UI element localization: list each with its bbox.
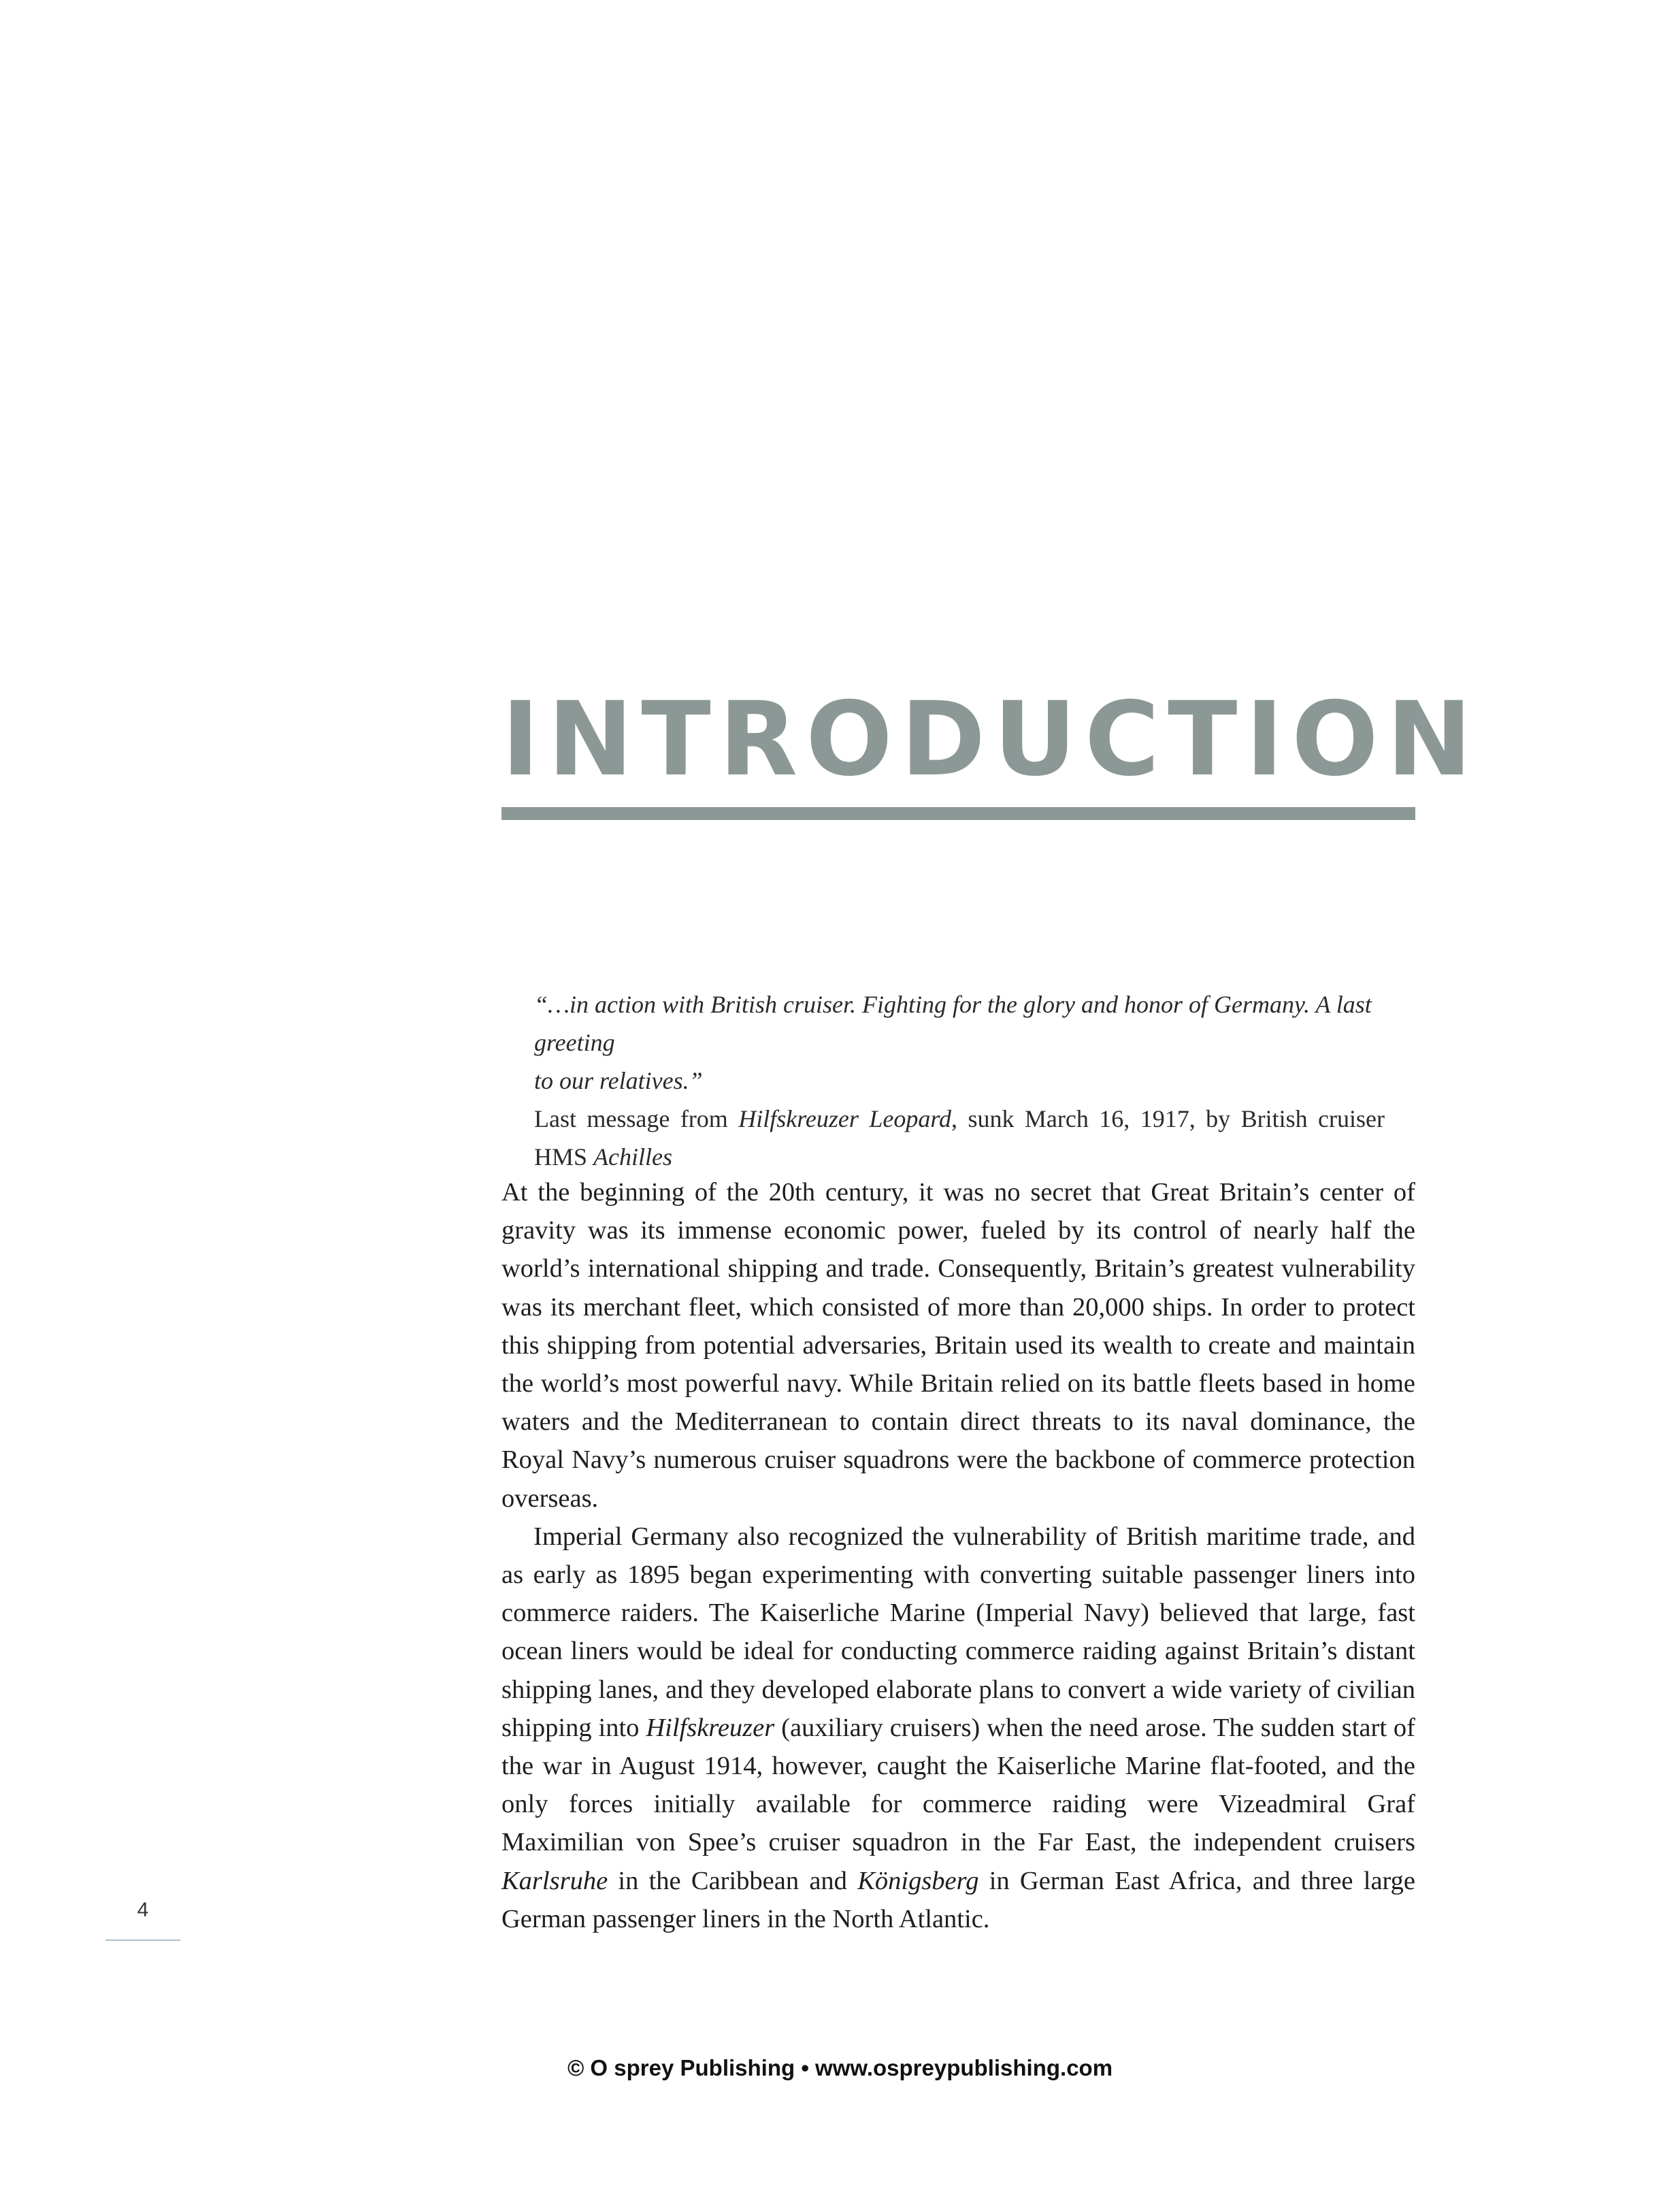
term-hilfskreuzer: Hilfskreuzer — [646, 1713, 775, 1742]
body-paragraph-2 — [501, 1518, 1415, 1938]
body-paragraph-2-part-c: in the Caribbean and — [608, 1866, 858, 1895]
epigraph-source-prefix: Last message from — [534, 1105, 739, 1132]
epigraph-quote-line-2: to our relatives.” — [534, 1067, 703, 1094]
body-paragraph-2-part-a: Imperial Germany also recognized the vulnerability of British maritime trade, and as early as 1895 began experimenting with converting suitable passenger liners into commerce raiders. The Kaiserliche Marine (Imperial Navy) believed that large, fast ocean liners would be ideal for conducting commerce raiding against Britain’s distant shipping lanes, and they developed elaborate plans to convert a wide variety of civilian shipping into — [501, 1522, 1415, 1742]
epigraph-quote-line-1: “…in action with British cruiser. Fighting for the glory and honor of Germany. A last greeting — [534, 991, 1372, 1056]
epigraph-source-ship: Hilfskreuzer Leopard — [738, 1105, 951, 1132]
epigraph-quote — [534, 985, 1385, 1100]
chapter-title: INTRODUCTION — [501, 681, 1481, 799]
page-number-rule — [105, 1939, 180, 1941]
epigraph — [534, 985, 1385, 1176]
body-paragraph-2-part-d: in German East Africa, and three large German passenger liners in the North Atlantic. — [501, 1866, 1416, 1933]
epigraph-source — [534, 1100, 1385, 1176]
body-paragraph-1: At the beginning of the 20th century, it was no secret that Great Britain’s center of gravity was its immense economic power, fueled by its control of nearly half the world’s international shipping and trade. Consequently, Britain’s greatest vulnerability was its merchant fleet, which consisted of more than 20,000 ships. In order to protect this shipping from potential adversaries, Britain used its wealth to create and maintain the world’s most powerful navy. While Britain relied on its battle fleets based in home waters and the Mediterranean to contain direct threats to its naval dominance, the Royal Navy’s numerous cruiser squadrons were the backbone of commerce protection overseas. — [501, 1178, 1415, 1513]
publisher-footer: © O sprey Publishing • www.ospreypublishing.com — [567, 2055, 1113, 2080]
ship-name-karlsruhe: Karlsruhe — [501, 1866, 608, 1895]
epigraph-source-cruiser: Achilles — [593, 1143, 672, 1170]
body-text — [501, 1173, 1415, 1938]
epigraph-source-middle: , sunk March 16, 1917, by British cruiser HMS — [534, 1105, 1385, 1170]
page-number: 4 — [137, 1899, 149, 1921]
chapter-title-rule — [501, 807, 1415, 820]
ship-name-koenigsberg: Königsberg — [857, 1866, 979, 1895]
body-paragraph-2-part-b: (auxiliary cruisers) when the need arose. The sudden start of the war in August 1914, however, caught the Kaiserliche Marine flat-footed, and the only forces initially available for commerce raiding were Vizeadmiral Graf Maximilian von Spee’s cruiser squadron in the Far East, the independent cruisers — [501, 1713, 1415, 1857]
